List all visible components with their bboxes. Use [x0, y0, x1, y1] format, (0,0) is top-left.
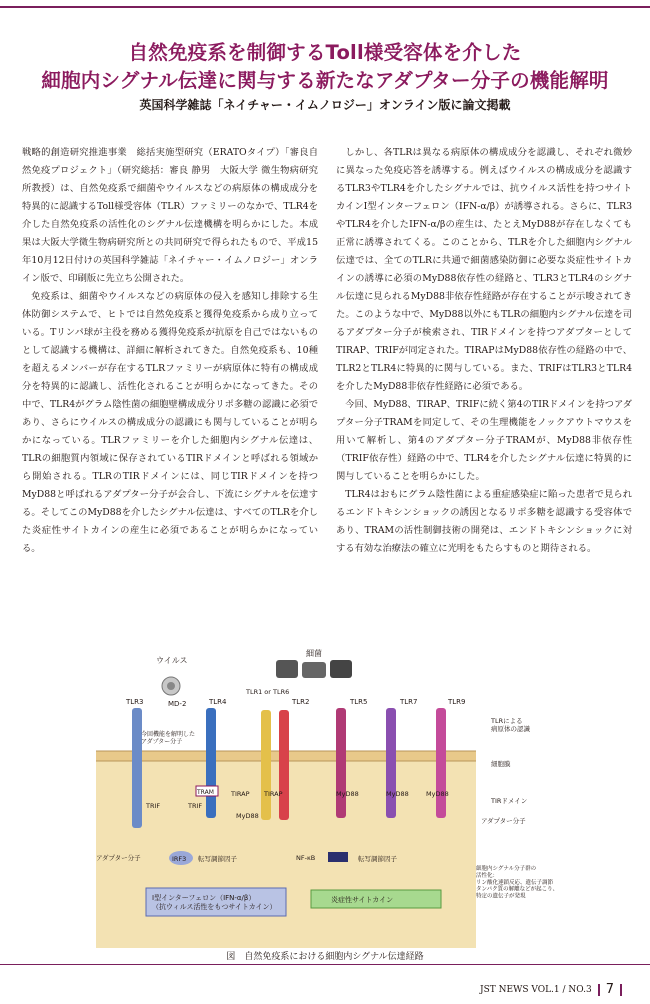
- signaling-diagram: [96, 648, 566, 948]
- bacteria-label: 細菌: [306, 649, 322, 658]
- right-signal-label: 細胞内シグナル分子群の活性化：リン酸化連鎖反応、遺伝子調節タンパク質の解離などが起こり、特定の遺伝子が発現: [476, 866, 559, 900]
- paragraph: TLR4はおもにグラム陰性菌による重症感染症に陥った患者で見られるエンドトキシンショックの誘因となるリポ多糖を認識する受容体であり、TRAMの活性制御技術の開発は、エンドトキシンショックに対する有効な治療法の確立に光明をもたらすものと期待される。: [336, 489, 632, 554]
- title-line-2: 細胞内シグナル伝達に関与する新たなアダプター分子の機能解明: [41, 69, 609, 92]
- paragraph: しかし、各TLRは異なる病原体の構成成分を認識し、それぞれ微妙に異なった免疫応答を誘導する。例えばウイルスの構成成分を認識するTLR3やTLR4を介したシグナルでは、抗ウイルス活性を持つサイトカインI型インターフェロン（IFN-α/β）が誘導される。さらに、TLR3やTLR4を介したIFN-α/βの産生は、たとえMyD88が存在しなくても正常に誘導されてくる。このことから、TLRを介した細胞内シグナル伝達では、全てのTLRに共通で細菌感染防御に必要な炎症性サイトカインの誘導に必須のMyD88依存性の経路と、TLR3とTLR4のシグナル伝達に見られるMyD88非依存性経路が存在することが示唆されてきた。このような中で、MyD88以外にもTLRの細胞内シグナル伝達を司るアダプター分子が検索され、TIRドメインを持つアダプターとしてTIRAP、TRIFが同定された。TIRAPはMyD88依存性の経路の中で、TLR2とTLR4に特異的に関与している。また、TRIFはTLR3とTLR4を介したMyD88非依存性経路に必須である。: [336, 147, 632, 392]
- tirap-label: TIRAP: [231, 790, 250, 798]
- footer-divider: [598, 984, 600, 996]
- body-column-left: [22, 144, 318, 558]
- right-tir-label: TIRドメイン: [491, 797, 528, 805]
- tlr-label: TLR2: [292, 698, 310, 706]
- journal-label: JST NEWS VOL.1 / NO.3: [480, 984, 592, 995]
- trif-label: TRIF: [146, 802, 161, 810]
- virus-icon: [162, 677, 180, 695]
- paragraph: 免疫系は、細菌やウイルスなどの病原体の侵入を感知し排除する生体防御システムで、ヒトでは自然免疫系と獲得免疫系から成り立っている。Tリンパ球が主役を務める獲得免疫系が抗原を自己ではないものとして認識する機構は、詳細に解析されてきた。自然免疫系も、10種を超えるメンバーが存在するTLRファミリーが病原体に特有の構成成分を特異的に認識し、活性化されることが明らかになってきた。その中で、TLR4がグラム陰性菌の細胞壁構成成分リポ多糖の認識に必須であり、さらにウイルスの構成成分の認識にも関与していることが明らかになっている。TLRファミリーを介した細胞内シグナル伝達は、TLRの細胞質内領域に保存されているTIRドメインと呼ばれる領域から開始される。TLRのTIRドメインには、同じTIRドメインを持つMyD88と呼ばれるアダプター分子が会合し、下流にシグナルを伝達する。そしてこのMyD88を介したシグナル伝達は、すべてのTLRを介した炎症性サイトカインの産生に必須であることが明らかになっている。: [22, 291, 318, 554]
- tlr-label: TLR7: [400, 698, 418, 706]
- tlr4-receptor: [206, 708, 216, 818]
- virus-label: ウイルス: [156, 656, 188, 665]
- tlr3-receptor: [132, 708, 142, 828]
- tlr-label: MD-2: [168, 700, 187, 708]
- page-footer: [480, 982, 622, 997]
- tlr7-receptor: [386, 708, 396, 818]
- myd88-label: MyD88: [236, 812, 259, 820]
- tf-label: 転写調節因子: [358, 855, 397, 863]
- myd88-label: MyD88: [426, 790, 449, 798]
- nfkb-node: [328, 852, 348, 862]
- figure-caption: 図 自然免疫系における細胞内シグナル伝達経路: [226, 952, 424, 962]
- myd88-label: MyD88: [336, 790, 359, 798]
- page-number: 7: [605, 982, 614, 997]
- tlr-label: TLR3: [126, 698, 144, 706]
- nfkb-label: NF-κB: [296, 854, 316, 862]
- cytokine-output-label: 炎症性サイトカイン: [331, 896, 394, 904]
- tlr-label: TLR1 or TLR6: [246, 688, 290, 696]
- tf-label: 転写調節因子: [198, 855, 237, 863]
- annotation-new-adaptor: 今回機能を解明したアダプター分子: [141, 731, 196, 746]
- top-rule: [0, 6, 650, 8]
- right-membrane-label: 細胞膜: [491, 760, 511, 768]
- tram-label: TRAM: [197, 789, 214, 796]
- tlr2-receptor: [279, 710, 289, 820]
- tlr1-receptor: [261, 710, 271, 820]
- tlr-label: TLR4: [209, 698, 227, 706]
- footer-divider: [620, 984, 622, 996]
- title-line-1: 自然免疫系を制御するToll様受容体を介した: [128, 41, 522, 64]
- bottom-rule: [0, 964, 650, 965]
- tlr9-receptor: [436, 708, 446, 818]
- right-recognition-label: TLRによる病原体の認識: [491, 717, 530, 734]
- adaptor-left-label: アダプター分子: [96, 854, 141, 862]
- article-title: [0, 40, 650, 94]
- bacteria-icon: [276, 660, 352, 678]
- ifn-output-label: I型インターフェロン（IFN-α/β）（抗ウィルス活性をもつサイトカイン）: [152, 894, 277, 911]
- tlr-label: TLR5: [350, 698, 368, 706]
- paragraph: 今回、MyD88、TIRAP、TRIFに続く第4のTIRドメインを持つアダプター分子TRAMを同定して、その生理機能をノックアウトマウスを用いて解析し、第4のアダプター分子TRAMが、MyD88非依存性（TRIF依存性）経路の中で、TLR4を介したシグナル伝達に特異的に関与していることを明らかにした。: [336, 399, 632, 482]
- paragraph: 戦略的創造研究推進事業 総括実施型研究（ERATOタイプ）「審良自然免疫プロジェクト」（研究総括：審良 静男 大阪大学 微生物病研究所教授）は、自然免疫系で細菌やウイルスなどの病原体の構成成分を特異的に認識するToll様受容体（TLR）ファミリーのなかで、TLR4を介した自然免疫系の活性化のシグナル伝達機構を明らかにした。本成果は大阪大学微生物病研究所との共同研究で得られたもので、平成15年10月12日付けの英国科学雑誌「ネイチャー・イムノロジー」オンライン版で、印刷版に先立ち公開された。: [22, 147, 318, 284]
- trif-label: TRIF: [188, 802, 203, 810]
- tirap-label: TIRAP: [264, 790, 283, 798]
- body-column-right: [336, 144, 632, 558]
- tlr-label: TLR9: [448, 698, 466, 706]
- tlr5-receptor: [336, 708, 346, 818]
- myd88-label: MyD88: [386, 790, 409, 798]
- article-subtitle: 英国科学雑誌「ネイチャー・イムノロジー」オンライン版に論文掲載: [139, 98, 511, 112]
- irf3-label: IRF3: [172, 855, 187, 863]
- right-adaptor-label: アダプター分子: [481, 817, 526, 825]
